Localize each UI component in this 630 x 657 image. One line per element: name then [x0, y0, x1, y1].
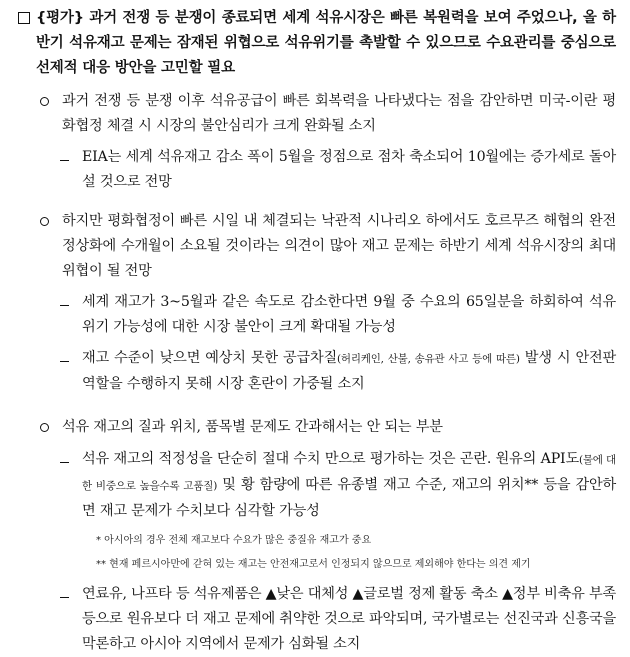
square-bullet-icon — [18, 12, 30, 24]
section-2 — [18, 209, 616, 284]
dash-bullet-icon — [60, 462, 69, 463]
circle-bullet-icon — [40, 217, 49, 226]
section-2-sub-1-text: 세계 재고가 3~5월과 같은 속도로 감소한다면 9월 중 수요의 65일분을 하회하여 석유위기 가능성에 대한 시장 불안이 크게 확대될 가능성 — [82, 294, 616, 335]
section-2-sub-2 — [18, 346, 616, 397]
section-1-text: 과거 전쟁 등 분쟁 이후 석유공급이 빠른 회복력을 나타냈다는 점을 감안하면 미국-이란 평화협정 체결 시 시장의 불안심리가 크게 완화될 소지 — [62, 93, 616, 134]
circle-bullet-icon — [40, 97, 49, 106]
section-3-sub-1 — [18, 447, 616, 524]
section-3-text: 석유 재고의 질과 위치, 품목별 문제도 간과해서는 안 되는 부분 — [62, 419, 443, 435]
section-2-text: 하지만 평화협정이 빠른 시일 내 체결되는 낙관적 시나리오 하에서도 호르무즈 해협의 완전 정상화에 수개월이 소요될 것이라는 의견이 많아 재고 문제는 하반기 세계 석유시장의 최대 위협이 될 전망 — [62, 213, 616, 279]
section-3-sub-2-text: 연료유, 나프타 등 석유제품은 ▲낮은 대체성 ▲글로벌 정제 활동 축소 ▲정부 비축유 부족 등으로 원유보다 더 재고 문제에 취약한 것으로 파악되며, 국가별로는 선진국과 신흥국을 막론하고 아시아 지역에서 문제가 심화될 소지 — [82, 586, 616, 652]
footnote-2: ** 현재 페르시아만에 갇혀 있는 재고는 안전재고로서 인정되지 않으므로 제외해야 한다는 의견 제기 — [96, 559, 531, 570]
dash-bullet-icon — [60, 361, 69, 362]
section-3-sub-1-text: 석유 재고의 적정성을 단순히 절대 수치 만으로 평가하는 것은 곤란. 원유의 API도(물에 대한 비중으로 높을수록 고품질) 및 황 함량에 따른 유종별 재고 수준, 재고의 위치** 등을 감안하면 재고 문제가 수치보다 심각할 가능성 — [82, 451, 616, 519]
dash-bullet-icon — [60, 160, 69, 161]
section-1-sub-1-text: EIA는 세계 석유재고 감소 폭이 5월을 정점으로 점차 축소되어 10월에는 증가세로 돌아설 것으로 전망 — [82, 149, 616, 190]
headline-text: {평가} 과거 전쟁 등 분쟁이 종료되면 세계 석유시장은 빠른 복원력을 보여 주었으나, 올 하반기 석유재고 문제는 잠재된 위협으로 석유위기를 촉발할 수 있으므로 수요관리를 중심으로 선제적 대응 방안을 고민할 필요 — [36, 10, 616, 76]
dash-bullet-icon — [60, 305, 69, 306]
headline — [18, 6, 616, 81]
section-1-sub-1 — [18, 145, 616, 195]
section-2-sub-1 — [18, 290, 616, 340]
section-3-sub-2 — [18, 582, 616, 657]
circle-bullet-icon — [40, 423, 49, 432]
dash-bullet-icon — [60, 597, 69, 598]
section-3 — [18, 415, 616, 441]
section-2-sub-2-text: 재고 수준이 낮으면 예상치 못한 공급차질(허리케인, 산불, 송유관 사고 등에 따른) 발생 시 안전판 역할을 수행하지 못해 시장 혼란이 가중될 소지 — [82, 350, 616, 392]
section-1 — [18, 89, 616, 139]
footnote-1: * 아시아의 경우 전체 재고보다 수요가 많은 중질유 재고가 중요 — [96, 535, 372, 546]
